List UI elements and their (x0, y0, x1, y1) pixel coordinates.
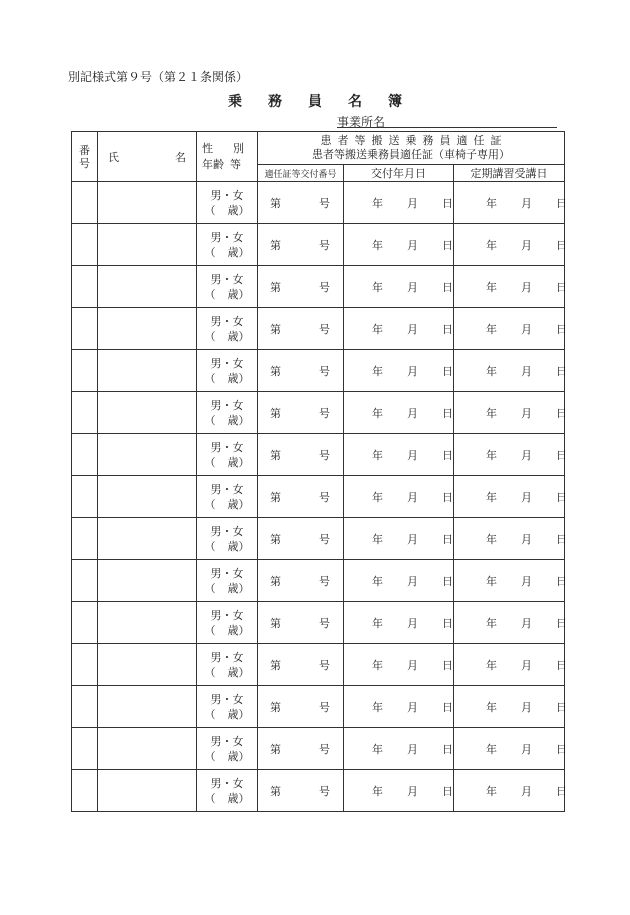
title-char: 乗 (228, 94, 242, 110)
office-name-label: 事業所名 (337, 115, 386, 129)
sex-age-cell[interactable]: 男・女 （ 歳） (197, 476, 258, 518)
roster-row (72, 308, 565, 350)
cert-number-cell[interactable]: 第 号 (258, 518, 344, 560)
page-title (0, 91, 630, 111)
roster-row (72, 350, 565, 392)
name-cell[interactable] (98, 224, 197, 266)
number-cell[interactable] (72, 182, 98, 224)
cert-number-cell[interactable]: 第 号 (258, 392, 344, 434)
issue-date-cell[interactable]: 年 月 日 (344, 266, 454, 308)
number-cell[interactable] (72, 602, 98, 644)
issue-date-cell[interactable]: 年 月 日 (344, 350, 454, 392)
sex-age-cell[interactable]: 男・女 （ 歳） (197, 728, 258, 770)
issue-date-cell[interactable]: 年 月 日 (344, 686, 454, 728)
name-cell[interactable] (98, 560, 197, 602)
training-date-cell[interactable]: 年 月 日 (454, 686, 565, 728)
crew-roster-table (71, 131, 565, 812)
issue-date-cell[interactable]: 年 月 日 (344, 518, 454, 560)
training-date-cell[interactable]: 年 月 日 (454, 224, 565, 266)
sex-age-cell[interactable]: 男・女 （ 歳） (197, 392, 258, 434)
roster-row (72, 476, 565, 518)
cert-number-cell[interactable]: 第 号 (258, 644, 344, 686)
name-cell[interactable] (98, 434, 197, 476)
sex-age-cell[interactable]: 男・女 （ 歳） (197, 182, 258, 224)
name-cell[interactable] (98, 602, 197, 644)
number-cell[interactable] (72, 266, 98, 308)
roster-row (72, 560, 565, 602)
cert-number-cell[interactable]: 第 号 (258, 686, 344, 728)
training-date-cell[interactable]: 年 月 日 (454, 476, 565, 518)
number-cell[interactable] (72, 644, 98, 686)
name-cell[interactable] (98, 728, 197, 770)
cert-number-cell[interactable]: 第 号 (258, 434, 344, 476)
name-cell[interactable] (98, 476, 197, 518)
sex-age-cell[interactable]: 男・女 （ 歳） (197, 350, 258, 392)
sex-age-cell[interactable]: 男・女 （ 歳） (197, 602, 258, 644)
name-cell[interactable] (98, 392, 197, 434)
name-cell[interactable] (98, 182, 197, 224)
training-date-cell[interactable]: 年 月 日 (454, 434, 565, 476)
issue-date-cell[interactable]: 年 月 日 (344, 434, 454, 476)
number-cell[interactable] (72, 728, 98, 770)
header-cert-number: 適任証等交付番号 (258, 165, 344, 182)
roster-row (72, 686, 565, 728)
sex-age-cell[interactable]: 男・女 （ 歳） (197, 224, 258, 266)
name-cell[interactable] (98, 644, 197, 686)
number-cell[interactable] (72, 308, 98, 350)
training-date-cell[interactable]: 年 月 日 (454, 392, 565, 434)
issue-date-cell[interactable]: 年 月 日 (344, 476, 454, 518)
number-cell[interactable] (72, 560, 98, 602)
roster-row (72, 224, 565, 266)
sex-age-cell[interactable]: 男・女 （ 歳） (197, 434, 258, 476)
training-date-cell[interactable]: 年 月 日 (454, 560, 565, 602)
number-cell[interactable] (72, 518, 98, 560)
header-issue-date: 交付年月日 (344, 165, 454, 182)
cert-number-cell[interactable]: 第 号 (258, 476, 344, 518)
sex-age-cell[interactable]: 男・女 （ 歳） (197, 518, 258, 560)
cert-number-cell[interactable]: 第 号 (258, 224, 344, 266)
sex-age-cell[interactable]: 男・女 （ 歳） (197, 686, 258, 728)
sex-age-cell[interactable]: 男・女 （ 歳） (197, 770, 258, 812)
name-cell[interactable] (98, 770, 197, 812)
roster-row (72, 602, 565, 644)
training-date-cell[interactable]: 年 月 日 (454, 266, 565, 308)
header-number: 番 号 (72, 132, 98, 182)
office-name-field[interactable] (337, 127, 557, 128)
roster-row (72, 392, 565, 434)
roster-row (72, 434, 565, 476)
sex-age-cell[interactable]: 男・女 （ 歳） (197, 308, 258, 350)
name-cell[interactable] (98, 350, 197, 392)
sex-age-cell[interactable]: 男・女 （ 歳） (197, 560, 258, 602)
title-char: 名 (348, 94, 362, 110)
issue-date-cell[interactable]: 年 月 日 (344, 182, 454, 224)
issue-date-cell[interactable]: 年 月 日 (344, 560, 454, 602)
roster-row (72, 182, 565, 224)
form-number-label: 別記様式第９号（第２１条関係） (68, 70, 249, 84)
issue-date-cell[interactable]: 年 月 日 (344, 308, 454, 350)
cert-number-cell[interactable]: 第 号 (258, 560, 344, 602)
cert-number-cell[interactable]: 第 号 (258, 308, 344, 350)
name-cell[interactable] (98, 518, 197, 560)
cert-number-cell[interactable]: 第 号 (258, 602, 344, 644)
training-date-cell[interactable]: 年 月 日 (454, 770, 565, 812)
header-sex-age: 性 別 年齢 等 (197, 132, 258, 182)
sex-age-cell[interactable]: 男・女 （ 歳） (197, 266, 258, 308)
issue-date-cell[interactable]: 年 月 日 (344, 728, 454, 770)
roster-row (72, 518, 565, 560)
training-date-cell[interactable]: 年 月 日 (454, 350, 565, 392)
number-cell[interactable] (72, 686, 98, 728)
number-cell[interactable] (72, 350, 98, 392)
roster-row (72, 728, 565, 770)
issue-date-cell[interactable]: 年 月 日 (344, 770, 454, 812)
issue-date-cell[interactable]: 年 月 日 (344, 224, 454, 266)
title-char: 員 (308, 94, 322, 110)
training-date-cell[interactable]: 年 月 日 (454, 602, 565, 644)
cert-number-cell[interactable]: 第 号 (258, 266, 344, 308)
roster-row (72, 644, 565, 686)
cert-number-cell[interactable]: 第 号 (258, 770, 344, 812)
number-cell[interactable] (72, 392, 98, 434)
title-char: 簿 (388, 94, 402, 110)
sex-age-cell[interactable]: 男・女 （ 歳） (197, 644, 258, 686)
issue-date-cell[interactable]: 年 月 日 (344, 392, 454, 434)
name-cell[interactable] (98, 266, 197, 308)
header-training-date: 定期講習受講日 (454, 165, 565, 182)
training-date-cell[interactable]: 年 月 日 (454, 308, 565, 350)
roster-row (72, 266, 565, 308)
training-date-cell[interactable]: 年 月 日 (454, 728, 565, 770)
header-certificate: 患 者 等 搬 送 乗 務 員 適 任 証 患者等搬送乗務員適任証（車椅子専用） (258, 132, 565, 165)
issue-date-cell[interactable]: 年 月 日 (344, 602, 454, 644)
number-cell[interactable] (72, 434, 98, 476)
name-cell[interactable] (98, 686, 197, 728)
cert-number-cell[interactable]: 第 号 (258, 728, 344, 770)
number-cell[interactable] (72, 224, 98, 266)
training-date-cell[interactable]: 年 月 日 (454, 518, 565, 560)
training-date-cell[interactable]: 年 月 日 (454, 644, 565, 686)
number-cell[interactable] (72, 476, 98, 518)
training-date-cell[interactable]: 年 月 日 (454, 182, 565, 224)
name-cell[interactable] (98, 308, 197, 350)
header-name: 氏 名 (98, 132, 197, 182)
roster-row (72, 770, 565, 812)
number-cell[interactable] (72, 770, 98, 812)
cert-number-cell[interactable]: 第 号 (258, 182, 344, 224)
title-char: 務 (268, 94, 282, 110)
issue-date-cell[interactable]: 年 月 日 (344, 644, 454, 686)
cert-number-cell[interactable]: 第 号 (258, 350, 344, 392)
